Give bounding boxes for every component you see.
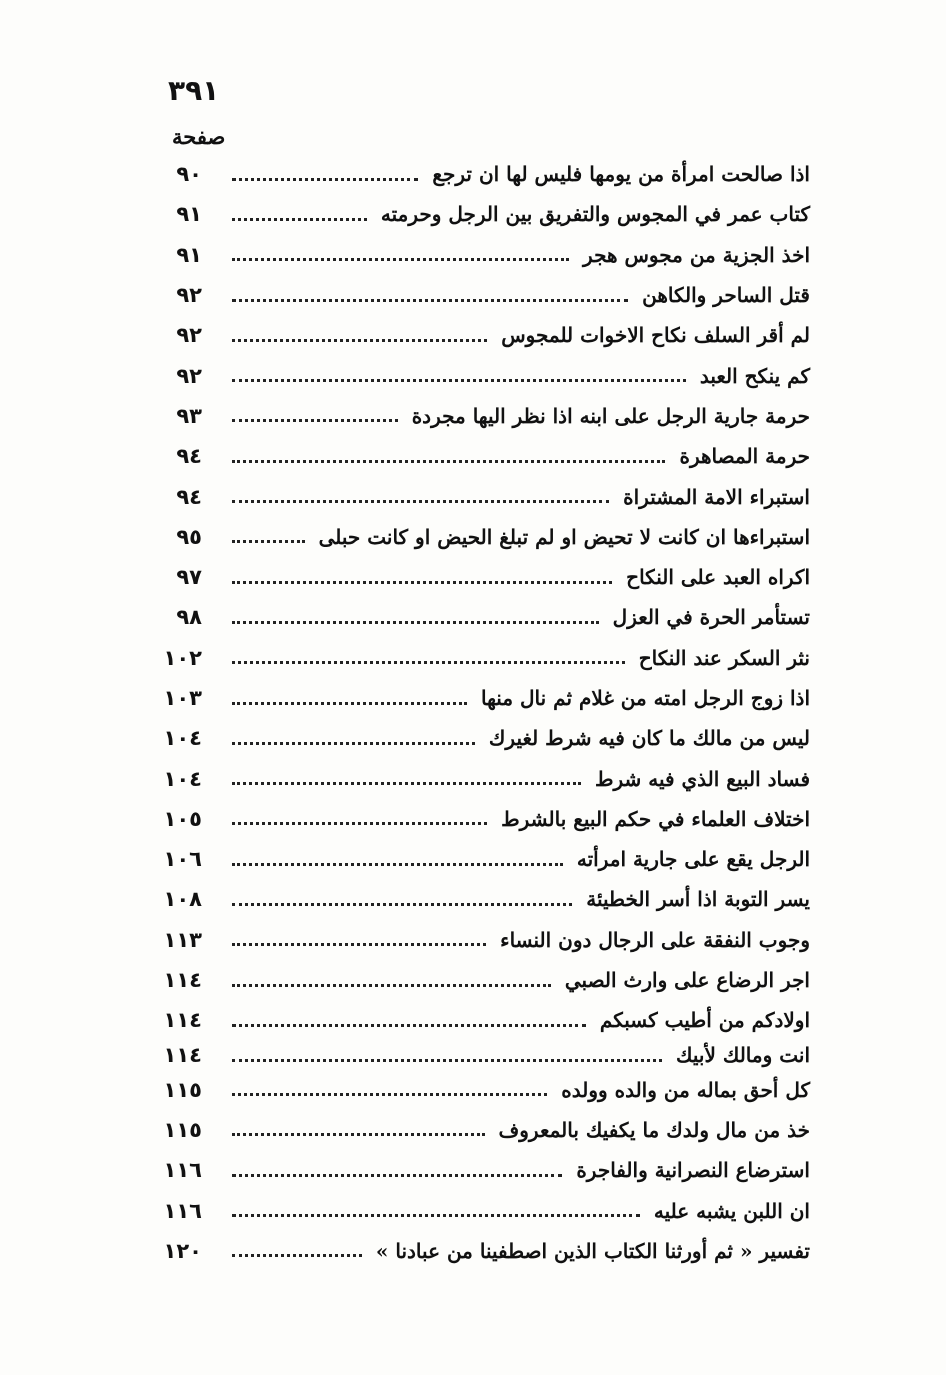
toc-entry-page: ١١٤ (163, 968, 202, 993)
dot-leader (232, 417, 398, 422)
toc-entry-title: ان اللبن يشبه عليه (653, 1198, 810, 1223)
toc-entry-title: وجوب النفقة على الرجال دون النساء (500, 927, 810, 952)
dot-leader (232, 579, 612, 584)
toc-entry-page: ٩٢ (176, 323, 202, 348)
toc-entry-page: ١٠٢ (163, 645, 202, 670)
toc-entry (150, 597, 810, 637)
toc-entry-page: ٩٢ (176, 283, 202, 308)
toc-entry-page: ٩١ (176, 202, 202, 227)
dot-leader (232, 659, 625, 664)
toc-entry (150, 517, 810, 557)
toc-entry (150, 275, 810, 315)
toc-entry (150, 879, 810, 919)
toc-entry-title: استرضاع النصرانية والفاجرة (576, 1158, 810, 1183)
toc-entry-title: اخذ الجزية من مجوس هجر (583, 242, 810, 267)
toc-entry (150, 758, 810, 798)
toc-entry-title: اولادكم من أطيب كسبكم (599, 1008, 810, 1033)
toc-entry-page: ١١٦ (163, 1158, 202, 1183)
toc-entry (150, 315, 810, 355)
toc-entry (150, 1070, 810, 1110)
toc-entry-page: ١٢٠ (163, 1238, 202, 1263)
toc-entry-title: تستأمر الحرة في العزل (612, 605, 810, 630)
toc-entry-title: كتاب عمر في المجوس والتفريق بين الرجل وحرمته (380, 202, 810, 227)
toc-entry-page: ٩٨ (176, 605, 202, 630)
toc-entry-page: ٩٥ (176, 524, 202, 549)
toc-entry (150, 154, 810, 194)
toc-entry-page: ١١٣ (163, 927, 202, 952)
toc-entry-title: اكراه العبد على النكاح (626, 565, 810, 590)
toc-entry (150, 960, 810, 1000)
toc-entry-page: ١١٤ (163, 1008, 202, 1033)
dot-leader (232, 941, 486, 946)
toc-entry (150, 1000, 810, 1040)
toc-entry (150, 1110, 810, 1150)
dot-leader (232, 1212, 640, 1217)
toc-entry-title: نثر السكر عند النكاح (638, 645, 810, 670)
toc-entry (150, 436, 810, 476)
toc-entry (150, 839, 810, 879)
dot-leader (232, 780, 581, 785)
dot-leader (232, 1172, 562, 1177)
dot-leader (232, 498, 609, 503)
toc-entry-page: ٩٤ (176, 484, 202, 509)
dot-leader (232, 216, 367, 221)
toc-entry-title: حرمة جارية الرجل على ابنه اذا نظر اليها مجردة (411, 403, 810, 428)
page-number: ٣٩١ (168, 74, 220, 107)
dot-leader (232, 176, 418, 181)
dot-leader (232, 1252, 362, 1257)
toc-entry (150, 355, 810, 395)
toc-entry-page: ١٠٣ (163, 686, 202, 710)
dot-leader (232, 1131, 485, 1136)
toc-entry-page: ١٠٤ (163, 726, 202, 751)
toc-entry-title: تفسير « ثم أورثنا الكتاب الذين اصطفينا من عبادنا » (375, 1238, 810, 1263)
toc-entry (150, 396, 810, 436)
toc-entry-title: كم ينكح العبد (699, 363, 810, 388)
toc-entry-title: لم أقر السلف نكاح الاخوات للمجوس (501, 323, 810, 348)
toc-entry-title: اجر الرضاع على وارث الصبي (564, 968, 810, 993)
dot-leader (232, 982, 551, 987)
dot-leader (232, 458, 665, 463)
toc-entry-title: يسر التوبة اذا أسر الخطيئة (586, 887, 810, 912)
toc-entry-title: كل أحق بماله من والده وولده (561, 1077, 810, 1102)
toc-entry-title: اذا زوج الرجل امته من غلام ثم نال منها (480, 686, 810, 710)
toc-entry (150, 920, 810, 960)
toc-entry (150, 718, 810, 758)
table-of-contents (150, 154, 810, 1271)
toc-entry-page: ٩٠ (176, 162, 202, 187)
dot-leader (232, 538, 305, 543)
toc-entry-title: اختلاف العلماء في حكم البيع بالشرط (501, 806, 810, 831)
toc-entry-title: استبراء الامة المشتراة (623, 484, 810, 509)
toc-entry-title: خذ من مال ولدك ما يكفيك بالمعروف (498, 1117, 810, 1142)
toc-entry-page: ٩١ (176, 242, 202, 267)
dot-leader (232, 700, 467, 705)
toc-entry-title: قتل الساحر والكاهن (642, 283, 810, 308)
dot-leader (232, 337, 487, 342)
dot-leader (232, 377, 686, 382)
dot-leader (232, 1057, 662, 1062)
toc-entry (150, 638, 810, 678)
toc-entry (150, 799, 810, 839)
dot-leader (232, 861, 563, 866)
toc-entry-title: فساد البيع الذي فيه شرط (594, 766, 810, 791)
toc-entry-page: ١١٥ (163, 1077, 202, 1102)
toc-entry (150, 1150, 810, 1190)
toc-entry (150, 557, 810, 597)
toc-entry-title: ليس من مالك ما كان فيه شرط لغيرك (488, 726, 810, 751)
toc-entry-title: اذا صالحت امرأة من يومها فليس لها ان ترجع (432, 162, 810, 187)
dot-leader (232, 1091, 547, 1096)
toc-entry-page: ١٠٤ (163, 766, 202, 791)
toc-entry-page: ٩٧ (176, 565, 202, 590)
toc-entry-page: ٩٣ (176, 403, 202, 428)
toc-entry-page: ١١٤ (163, 1043, 202, 1068)
dot-leader (232, 297, 628, 302)
toc-entry (150, 678, 810, 718)
toc-entry-title: حرمة المصاهرة (679, 444, 810, 469)
toc-entry-page: ١٠٦ (163, 847, 202, 872)
toc-entry (150, 235, 810, 275)
toc-entry (150, 194, 810, 234)
dot-leader (232, 256, 569, 261)
dot-leader (232, 619, 599, 624)
toc-entry-title: استبراءها ان كانت لا تحيض او لم تبلغ الحيض او كانت حبلى (318, 524, 810, 549)
toc-entry (150, 1041, 810, 1070)
toc-entry-page: ١١٦ (163, 1198, 202, 1223)
toc-entry-page: ١٠٨ (163, 887, 202, 912)
toc-entry (150, 1190, 810, 1230)
dot-leader (232, 740, 475, 745)
page-column-heading: صفحة (172, 124, 226, 149)
toc-entry-title: الرجل يقع على جارية امرأته (576, 847, 810, 872)
toc-entry-page: ١٠٥ (163, 806, 202, 831)
toc-entry (150, 476, 810, 516)
dot-leader (232, 1022, 586, 1027)
toc-entry-title: انت ومالك لأبيك (676, 1043, 810, 1068)
toc-entry (150, 1231, 810, 1271)
toc-entry-page: ٩٤ (176, 444, 202, 469)
dot-leader (232, 820, 487, 825)
toc-entry-page: ٩٢ (176, 363, 202, 388)
toc-entry-page: ١١٥ (163, 1117, 202, 1142)
dot-leader (232, 901, 572, 906)
